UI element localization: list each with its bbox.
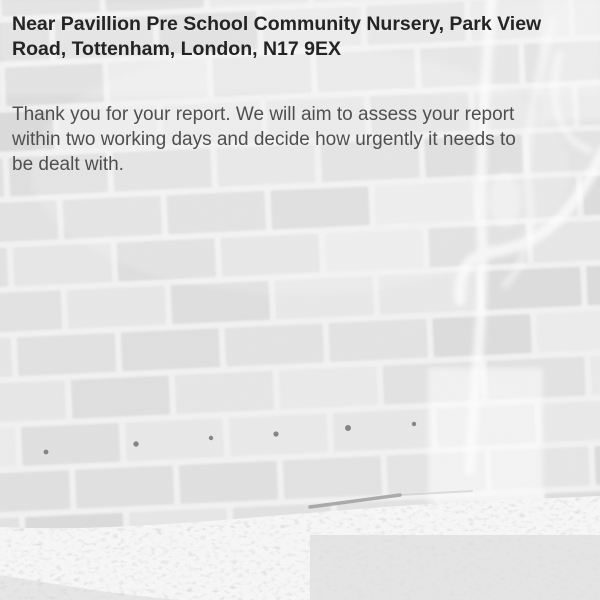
confirmation-line-1: Thank you for your report. We will aim to assess your report	[12, 104, 515, 125]
location-heading-line-1: Near Pavillion Pre School Community Nursery, Park View	[12, 13, 542, 35]
confirmation-line-2: within two working days and decide how urgently it needs to	[12, 129, 516, 150]
location-heading-line-2: Road, Tottenham, London, N17 9EX	[12, 38, 341, 60]
report-location-heading	[12, 12, 594, 62]
report-confirmation-text	[12, 102, 594, 177]
confirmation-line-3: be dealt with.	[12, 154, 124, 175]
